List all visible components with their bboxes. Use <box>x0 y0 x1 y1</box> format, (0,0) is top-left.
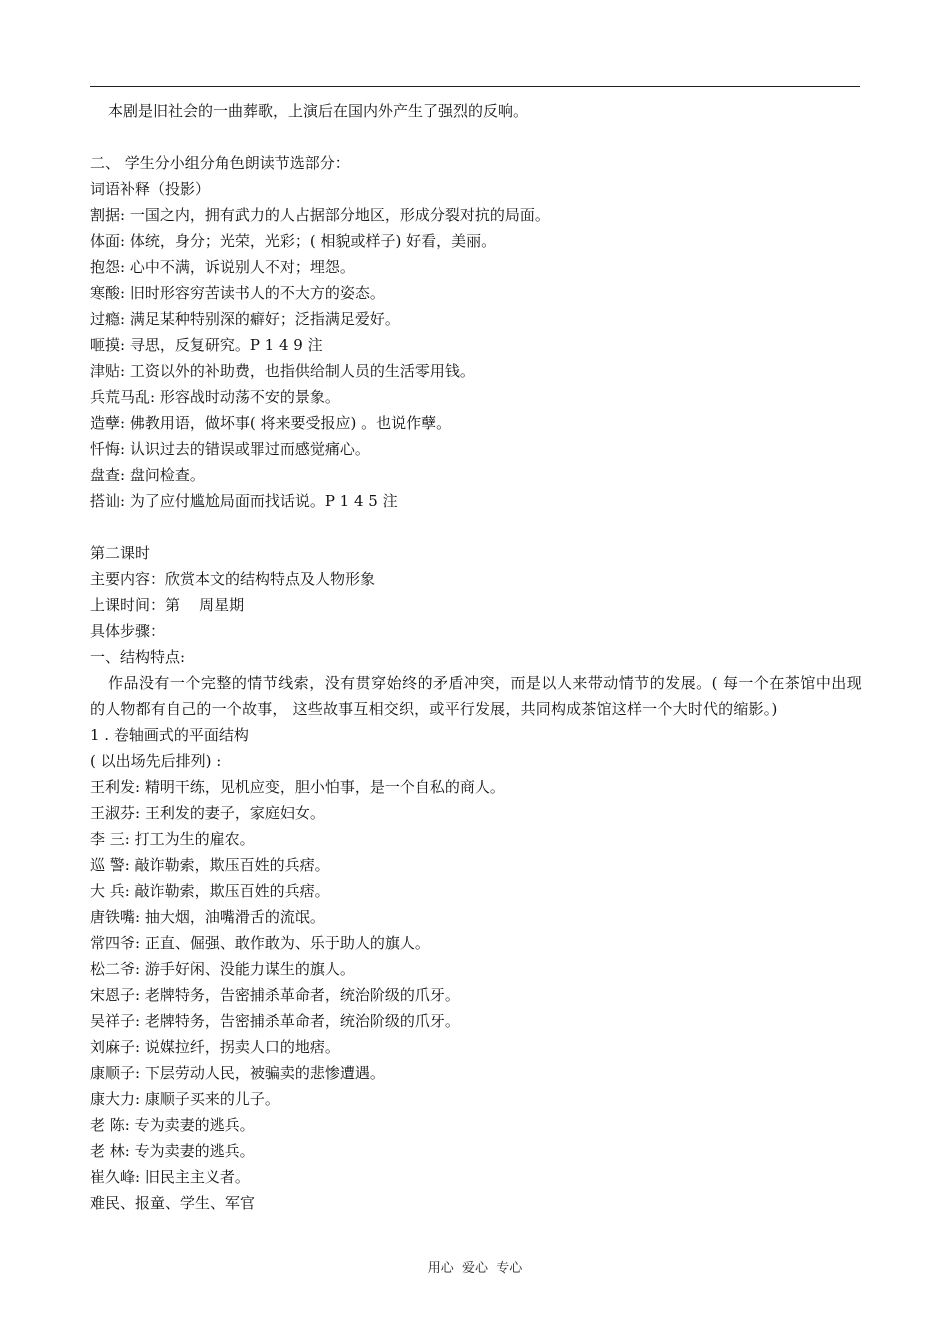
vocab-item: 割据: 一国之内，拥有武力的人占据部分地区，形成分裂对抗的局面。 <box>90 206 550 224</box>
character-item: 唐铁嘴: 抽大烟，油嘴滑舌的流氓。 <box>90 908 325 926</box>
vocab-item: 体面: 体统，身分；光荣，光彩；( 相貌或样子) 好看，美丽。 <box>90 232 497 250</box>
character-item: 宋恩子: 老牌特务，告密捕杀革命者，统治阶级的爪牙。 <box>90 986 460 1004</box>
character-item: 常四爷: 正直、倔强、敢作敢为、乐于助人的旗人。 <box>90 934 430 952</box>
lesson-time: 上课时间：第 周星期 <box>90 596 245 614</box>
character-item: 老 陈: 专为卖妻的逃兵。 <box>90 1116 255 1134</box>
vocab-item: 兵荒马乱: 形容战时动荡不安的景象。 <box>90 388 340 406</box>
vocab-item: 造孽: 佛教用语，做坏事( 将来要受报应) 。也说作孽。 <box>90 414 452 432</box>
vocab-item: 抱怨: 心中不满，诉说别人不对；埋怨。 <box>90 258 355 276</box>
vocab-item: 搭讪: 为了应付尴尬局面而找话说。P 1 4 5 注 <box>90 492 398 510</box>
vocab-item: 盘查: 盘问检查。 <box>90 466 205 484</box>
character-item: 吴祥子: 老牌特务，告密捕杀革命者，统治阶级的爪牙。 <box>90 1012 460 1030</box>
character-item: 难民、报童、学生、军官 <box>90 1194 256 1212</box>
character-list <box>90 774 862 1216</box>
vocab-item: 寒酸: 旧时形容穷苦读书人的不大方的姿态。 <box>90 284 385 302</box>
character-item: 李 三: 打工为生的雇农。 <box>90 830 255 848</box>
character-item: 康顺子: 下层劳动人民，被骗卖的悲惨遭遇。 <box>90 1064 385 1082</box>
vocab-item: 过瘾: 满足某种特别深的癖好；泛指满足爱好。 <box>90 310 400 328</box>
lesson-steps: 具体步骤： <box>90 622 166 640</box>
character-item: 巡 警: 敲诈勒索，欺压百姓的兵痞。 <box>90 856 330 874</box>
document-body <box>90 98 862 1216</box>
character-item: 老 林: 专为卖妻的逃兵。 <box>90 1142 255 1160</box>
spacer <box>90 514 862 540</box>
structure-paragraph: 作品没有一个完整的情节线索，没有贯穿始终的矛盾冲突，而是以人来带动情节的发展。( 每一个在茶馆中出现的人物都有自己的一个故事， 这些故事互相交织，或平行发展，共同构成茶馆这样一个大时代的缩影。) <box>90 674 862 718</box>
scroll-structure-note: ( 以出场先后排列) : <box>90 752 222 770</box>
section-heading: 二、 学生分小组分角色朗读节选部分： <box>90 154 350 172</box>
intro-paragraph: 本剧是旧社会的一曲葬歌，上演后在国内外产生了强烈的反响。 <box>108 102 529 120</box>
vocab-item: 忏悔: 认识过去的错误或罪过而感觉痛心。 <box>90 440 370 458</box>
page-footer: 用心 爱心 专心 <box>427 1261 523 1276</box>
lesson-content: 主要内容：欣赏本文的结构特点及人物形象 <box>90 570 376 588</box>
vocab-title: 词语补释（投影） <box>90 180 211 198</box>
character-item: 王淑芬: 王利发的妻子，家庭妇女。 <box>90 804 325 822</box>
character-item: 刘麻子: 说媒拉纤，拐卖人口的地痞。 <box>90 1038 340 1056</box>
vocab-item: 津贴: 工资以外的补助费，也指供给制人员的生活零用钱。 <box>90 362 475 380</box>
header-rule <box>90 86 860 87</box>
scroll-structure-title: 1 . 卷轴画式的平面结构 <box>90 726 249 744</box>
character-item: 崔久峰: 旧民主主义者。 <box>90 1168 250 1186</box>
structure-heading: 一、结构特点: <box>90 648 186 666</box>
character-item: 大 兵: 敲诈勒索，欺压百姓的兵痞。 <box>90 882 330 900</box>
vocab-list <box>90 202 862 514</box>
lesson-title: 第二课时 <box>90 544 151 562</box>
vocab-item: 咂摸: 寻思，反复研究。P 1 4 9 注 <box>90 336 323 354</box>
spacer <box>90 124 862 150</box>
character-item: 松二爷: 游手好闲、没能力谋生的旗人。 <box>90 960 355 978</box>
character-item: 康大力: 康顺子买来的儿子。 <box>90 1090 280 1108</box>
character-item: 王利发: 精明干练，见机应变，胆小怕事，是一个自私的商人。 <box>90 778 505 796</box>
